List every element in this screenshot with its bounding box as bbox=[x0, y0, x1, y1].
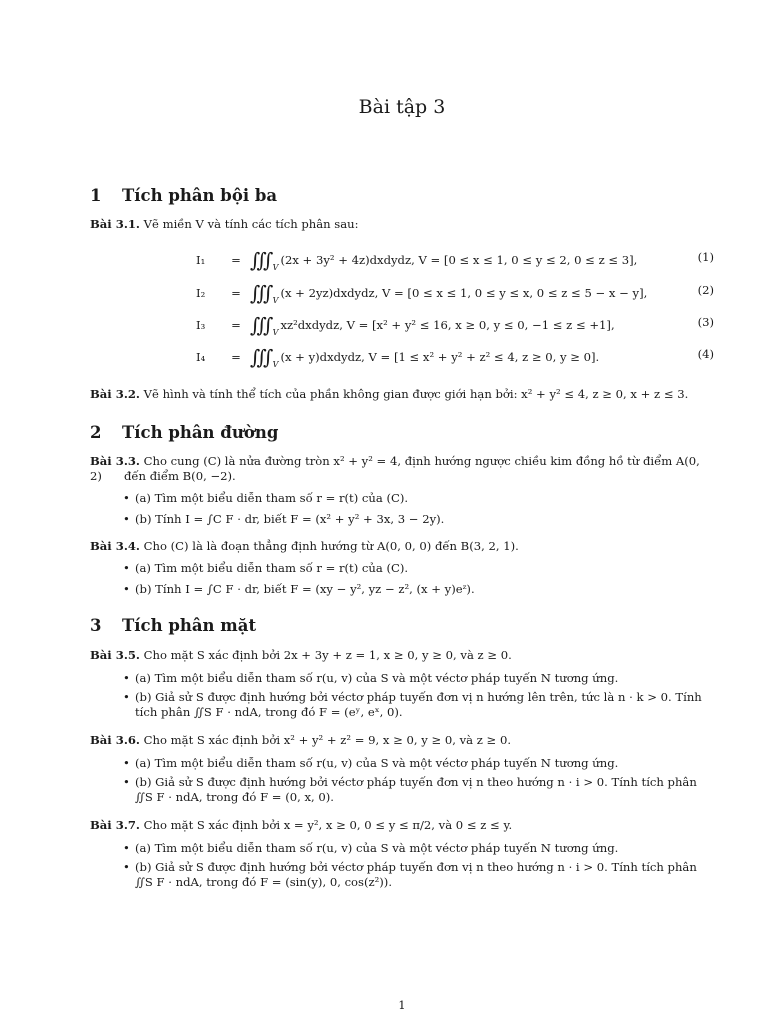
eq-rel: = bbox=[231, 286, 241, 300]
problem-3-6 bbox=[90, 733, 511, 748]
eq-rel: = bbox=[231, 318, 241, 332]
equation-number-1: (1) bbox=[697, 250, 714, 264]
eq-rel: = bbox=[231, 350, 241, 364]
list-item-text: (b) Tính I = ∫C F · dr, biết F = (xy − y², yz − z², (x + y)eᶻ). bbox=[135, 582, 475, 596]
list-item-text: (a) Tìm một biểu diễn tham số r(u, v) của S và một véctơ pháp tuyến N tương ứng. bbox=[135, 671, 619, 685]
section-title: Tích phân mặt bbox=[122, 616, 257, 635]
section-heading-1 bbox=[90, 186, 277, 205]
list-item-text: (b) Giả sử S được định hướng bởi véctơ pháp tuyến đơn vị n theo hướng n · i > 0. Tính tích phân bbox=[135, 775, 697, 789]
document-title: Bài tập 3 bbox=[358, 96, 446, 118]
equation-2 bbox=[196, 281, 647, 305]
bullet-icon: • bbox=[123, 775, 130, 789]
list-item bbox=[123, 690, 702, 705]
problem-text: Cho mặt S xác định bởi 2x + 3y + z = 1, x ≥ 0, y ≥ 0, và z ≥ 0. bbox=[143, 648, 512, 662]
section-title: Tích phân đường bbox=[122, 423, 279, 442]
eq-lhs: I₂ bbox=[196, 286, 206, 300]
problem-text: Vẽ hình và tính thể tích của phần không gian được giới hạn bởi: x² + y² ≤ 4, z ≥ 0, x + z ≤ 3. bbox=[143, 387, 689, 401]
section-heading-2 bbox=[90, 423, 278, 442]
list-item-text: (a) Tìm một biểu diễn tham số r = r(t) của (C). bbox=[135, 491, 409, 505]
problem-3-4 bbox=[90, 539, 519, 554]
equation-number-3: (3) bbox=[697, 315, 714, 329]
problem-text-continued: đến điểm B(0, −2). bbox=[124, 469, 236, 483]
list-item bbox=[123, 756, 619, 771]
page-number: 1 bbox=[398, 998, 406, 1012]
bullet-icon: • bbox=[123, 860, 130, 874]
bullet-icon: • bbox=[123, 491, 130, 505]
section-heading-3 bbox=[90, 616, 256, 635]
list-item-continued: ∬S F · ndA, trong đó F = (0, x, 0). bbox=[135, 790, 334, 804]
eq-int-sub: V bbox=[272, 296, 279, 305]
equation-4 bbox=[196, 345, 599, 369]
bullet-icon: • bbox=[123, 561, 130, 575]
bullet-icon: • bbox=[123, 756, 130, 770]
problem-label: Bài 3.2. bbox=[90, 387, 140, 401]
problem-label: Bài 3.1. bbox=[90, 217, 140, 231]
eq-lhs: I₃ bbox=[196, 318, 206, 332]
eq-int-sub: V bbox=[272, 360, 279, 369]
problem-3-1 bbox=[90, 217, 359, 232]
list-item-continued: ∬S F · ndA, trong đó F = (sin(y), 0, cos(z²)). bbox=[135, 875, 392, 889]
section-title: Tích phân bội ba bbox=[122, 186, 278, 205]
list-item-text: (a) Tìm một biểu diễn tham số r = r(t) của (C). bbox=[135, 561, 409, 575]
problem-3-2 bbox=[90, 387, 688, 402]
list-item bbox=[123, 561, 409, 576]
problem-text: Cho cung (C) là nửa đường tròn x² + y² = 4, định hướng ngược chiều kim đồng hồ từ điểm A(0, 2) bbox=[90, 454, 700, 483]
problem-label: Bài 3.7. bbox=[90, 818, 140, 832]
eq-lhs: I₄ bbox=[196, 350, 206, 364]
equation-1 bbox=[196, 248, 637, 272]
list-item bbox=[123, 775, 697, 790]
list-item bbox=[123, 841, 619, 856]
list-item bbox=[123, 671, 619, 686]
triple-integral-icon: ∭ bbox=[250, 248, 269, 272]
list-item bbox=[123, 860, 697, 875]
problem-3-7 bbox=[90, 818, 512, 833]
bullet-icon: • bbox=[123, 690, 130, 704]
list-item-text: (a) Tìm một biểu diễn tham số r(u, v) của S và một véctơ pháp tuyến N tương ứng. bbox=[135, 756, 619, 770]
list-item-text: (a) Tìm một biểu diễn tham số r(u, v) của S và một véctơ pháp tuyến N tương ứng. bbox=[135, 841, 619, 855]
problem-text: Cho mặt S xác định bởi x = y², x ≥ 0, 0 ≤ y ≤ π/2, và 0 ≤ z ≤ y. bbox=[143, 818, 513, 832]
triple-integral-icon: ∭ bbox=[250, 345, 269, 369]
bullet-icon: • bbox=[123, 512, 130, 526]
problem-label: Bài 3.6. bbox=[90, 733, 140, 747]
bullet-icon: • bbox=[123, 841, 130, 855]
list-item-text: (b) Tính I = ∫C F · dr, biết F = (x² + y² + 3x, 3 − 2y). bbox=[135, 512, 445, 526]
problem-label: Bài 3.4. bbox=[90, 539, 140, 553]
list-item bbox=[123, 582, 475, 597]
problem-label: Bài 3.3. bbox=[90, 454, 140, 468]
eq-body: (x + y)dxdydz, V = [1 ≤ x² + y² + z² ≤ 4, z ≥ 0, y ≥ 0]. bbox=[280, 350, 600, 364]
eq-lhs: I₁ bbox=[196, 253, 206, 267]
list-item bbox=[123, 512, 445, 527]
equation-number-2: (2) bbox=[697, 283, 714, 297]
triple-integral-icon: ∭ bbox=[250, 313, 269, 337]
triple-integral-icon: ∭ bbox=[250, 281, 269, 305]
eq-body: (2x + 3y² + 4z)dxdydz, V = [0 ≤ x ≤ 1, 0 ≤ y ≤ 2, 0 ≤ z ≤ 3], bbox=[280, 253, 638, 267]
list-item-text: (b) Giả sử S được định hướng bởi véctơ pháp tuyến đơn vị n theo hướng n · i > 0. Tính tích phân bbox=[135, 860, 697, 874]
problem-text: Vẽ miền V và tính các tích phân sau: bbox=[143, 217, 359, 231]
eq-body: (x + 2yz)dxdydz, V = [0 ≤ x ≤ 1, 0 ≤ y ≤ x, 0 ≤ z ≤ 5 − x − y], bbox=[280, 286, 648, 300]
list-item bbox=[123, 491, 409, 506]
section-number: 2 bbox=[90, 423, 102, 442]
bullet-icon: • bbox=[123, 671, 130, 685]
eq-body: xz²dxdydz, V = [x² + y² ≤ 16, x ≥ 0, y ≤ 0, −1 ≤ z ≤ +1], bbox=[280, 318, 615, 332]
section-number: 3 bbox=[90, 616, 102, 635]
eq-int-sub: V bbox=[272, 328, 279, 337]
eq-rel: = bbox=[231, 253, 241, 267]
section-number: 1 bbox=[90, 186, 102, 205]
list-item-continued: tích phân ∬S F · ndA, trong đó F = (eʸ, eˣ, 0). bbox=[135, 705, 403, 719]
equation-3 bbox=[196, 313, 615, 337]
problem-label: Bài 3.5. bbox=[90, 648, 140, 662]
problem-text: Cho mặt S xác định bởi x² + y² + z² = 9, x ≥ 0, y ≥ 0, và z ≥ 0. bbox=[143, 733, 512, 747]
list-item-text: (b) Giả sử S được định hướng bởi véctơ pháp tuyến đơn vị n hướng lên trên, tức là n · k > 0. Tính bbox=[135, 690, 702, 704]
bullet-icon: • bbox=[123, 582, 130, 596]
equation-number-4: (4) bbox=[697, 347, 714, 361]
problem-text: Cho (C) là là đoạn thẳng định hướng từ A(0, 0, 0) đến B(3, 2, 1). bbox=[143, 539, 519, 553]
eq-int-sub: V bbox=[272, 263, 279, 272]
problem-3-5 bbox=[90, 648, 512, 663]
